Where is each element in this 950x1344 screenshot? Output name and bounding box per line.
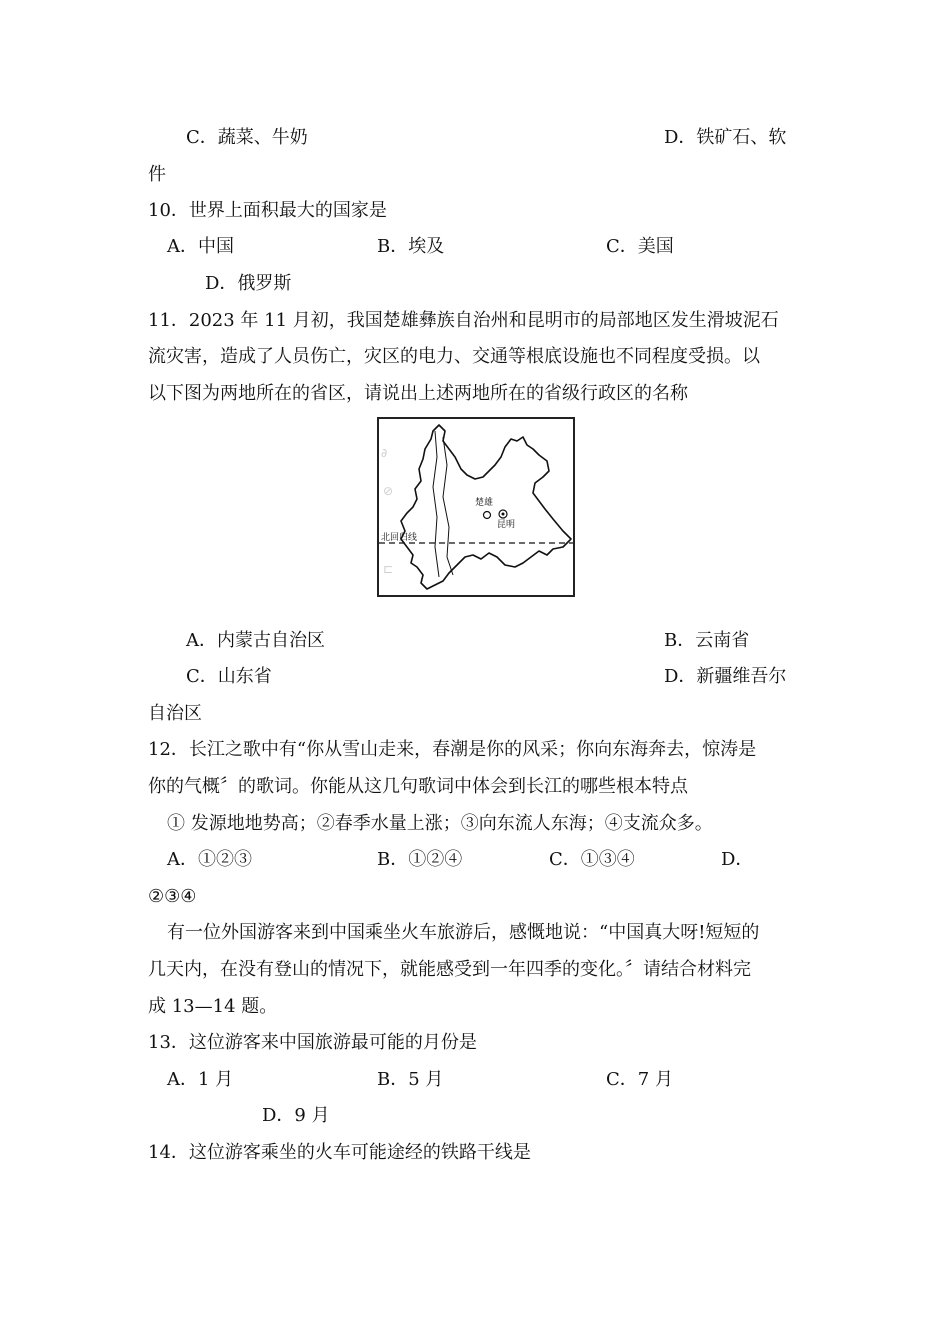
q13-option-b: B．5 月 <box>377 1069 444 1090</box>
q11-stem-line3: 以下图为两地所在的省区，请说出上述两地所在的省级行政区的名称 <box>148 383 688 404</box>
tropic-label: 北回归线 <box>381 533 418 543</box>
q11-option-a: A．内蒙古自治区 <box>186 630 325 651</box>
kunming-marker-inner <box>502 513 505 516</box>
yunnan-map <box>377 417 575 597</box>
q9-option-c: C．蔬菜、牛奶 <box>186 127 308 148</box>
q10-option-c: C．美国 <box>606 236 674 257</box>
q11-stem-line2: 流灾害，造成了人员伤亡，灾区的电力、交通等根底设施也不同程度受损。以 <box>148 346 760 367</box>
q14-stem: 14．这位游客乘坐的火车可能途经的铁路干线是 <box>148 1142 531 1163</box>
svg-text:∂: ∂ <box>381 446 388 460</box>
q12-stem-line1: 12．长江之歌中有“你从雪山走来，春潮是你的风采；你向东海奔去，惊涛是 <box>148 739 757 760</box>
q10-stem: 10．世界上面积最大的国家是 <box>148 200 387 221</box>
q12-option-c: C．①③④ <box>549 849 635 870</box>
chuxiong-label: 楚雄 <box>475 498 494 508</box>
q9-option-d: D．铁矿石、软 <box>664 127 787 148</box>
q11-option-b: B．云南省 <box>664 630 750 651</box>
q12-option-d: D． <box>721 849 754 870</box>
q11-option-c: C．山东省 <box>186 666 272 687</box>
q12-statements: ① 发源地地势高；②春季水量上涨；③向东流人东海；④支流众多。 <box>167 813 713 834</box>
svg-text:⊘: ⊘ <box>383 484 394 498</box>
svg-text:⊏: ⊏ <box>383 562 394 576</box>
q13-option-c: C．7 月 <box>606 1069 673 1090</box>
q12-option-b: B．①②④ <box>377 849 463 870</box>
q9-option-d-continued: 件 <box>148 164 166 185</box>
q11-stem-line1: 11．2023 年 11 月初，我国楚雄彝族自治州和昆明市的局部地区发生滑坡泥石 <box>148 310 779 331</box>
q12-option-d-continued: ②③④ <box>148 886 197 907</box>
q12-option-a: A．①②③ <box>167 849 252 870</box>
q13-option-d: D．9 月 <box>262 1105 330 1126</box>
q13-stem: 13．这位游客来中国旅游最可能的月份是 <box>148 1032 477 1053</box>
q11-option-d-continued: 自治区 <box>148 703 202 724</box>
q11-option-d: D．新疆维吾尔 <box>664 666 787 687</box>
material-line1: 有一位外国游客来到中国乘坐火车旅游后，感慨地说：“中国真大呀!短短的 <box>167 922 760 943</box>
q13-option-a: A．1 月 <box>167 1069 234 1090</box>
q10-option-d: D．俄罗斯 <box>205 273 292 294</box>
material-line2: 几天内，在没有登山的情况下，就能感受到一年四季的变化。〞请结合材料完 <box>148 959 751 980</box>
q12-stem-line2: 你的气概〞的歌词。你能从这几句歌词中体会到长江的哪些根本特点 <box>148 776 688 797</box>
material-line3: 成 13—14 题。 <box>148 996 278 1017</box>
q10-option-a: A．中国 <box>167 236 234 257</box>
kunming-label: 昆明 <box>497 520 516 530</box>
q10-option-b: B．埃及 <box>377 236 445 257</box>
yunnan-map-figure <box>377 417 575 597</box>
